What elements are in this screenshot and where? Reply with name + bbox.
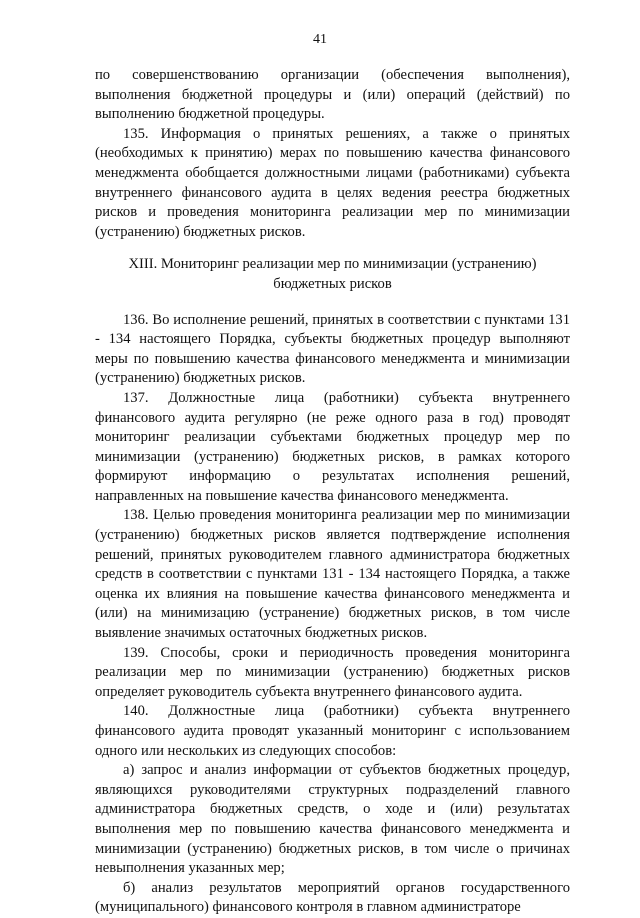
paragraph-137: 137. Должностные лица (работники) субъекта внутреннего финансового аудита регулярно (не реже одного раза в год) проводят мониторинг реализации субъектами бюджетных процедур мер по минимизации (устранению) бюджетных рисков, в рамках которого формируют информацию о результатах исполнения решений, направленных на повышение качества финансового менеджмента.: [95, 389, 570, 504]
paragraph-138: 138. Целью проведения мониторинга реализации мер по минимизации (устранению) бюджетных рисков является подтверждение исполнения решений, принятых руководителем главного администратора бюджетных средств в соответствии с пунктами 131 - 134 настоящего Порядка, а также оценка их влияния на повышение качества финансового менеджмента и (или) на минимизацию (устранение) бюджетных рисков, в том числе выявление значимых остаточных бюджетных рисков.: [95, 507, 570, 642]
section-heading: [95, 255, 570, 294]
section-heading-line-2: бюджетных рисков: [273, 275, 392, 292]
paragraph-continuation: по совершенствованию организации (обеспечения выполнения), выполнения бюджетной процедуры и (или) операций (действий) по выполнению бюджетной процедуры.: [95, 67, 570, 123]
section-heading-line-1: XIII. Мониторинг реализации мер по минимизации (устранению): [128, 256, 537, 273]
paragraph-140: 140. Должностные лица (работники) субъекта внутреннего финансового аудита проводят указанный мониторинг с использованием одного или нескольких из следующих способов:: [95, 703, 570, 759]
paragraph-136: 136. Во исполнение решений, принятых в соответствии с пунктами 131 - 134 настоящего Порядка, субъекты бюджетных процедур выполняют меры по повышению качества финансового менеджмента и минимизации (устранению) бюджетных рисков.: [95, 311, 570, 387]
paragraph-139: 139. Способы, сроки и периодичность проведения мониторинга реализации мер по минимизации (устранению) бюджетных рисков определяет руководитель субъекта внутреннего финансового аудита.: [95, 644, 570, 700]
page-number: 41: [313, 32, 327, 47]
paragraph-140-b: б) анализ результатов мероприятий органов государственного (муниципального) финансового контроля в главном администраторе: [95, 879, 570, 916]
paragraph-135: 135. Информация о принятых решениях, а также о принятых (необходимых к принятию) мерах по повышению качества финансового менеджмента обобщается должностными лицами (работниками) субъекта внутреннего финансового аудита в целях ведения реестра бюджетных рисков и проведения мониторинга реализации мер по минимизации (устранению) бюджетных рисков.: [95, 125, 570, 240]
document-body: [95, 66, 570, 918]
paragraph-140-a: а) запрос и анализ информации от субъектов бюджетных процедур, являющихся руководителями структурных подразделений главного администратора бюджетных средств, о ходе и (или) результатах выполнения мер по повышению качества финансового менеджмента и минимизации (устранению) бюджетных рисков, в том числе о причинах невыполнения указанных мер;: [95, 762, 570, 877]
